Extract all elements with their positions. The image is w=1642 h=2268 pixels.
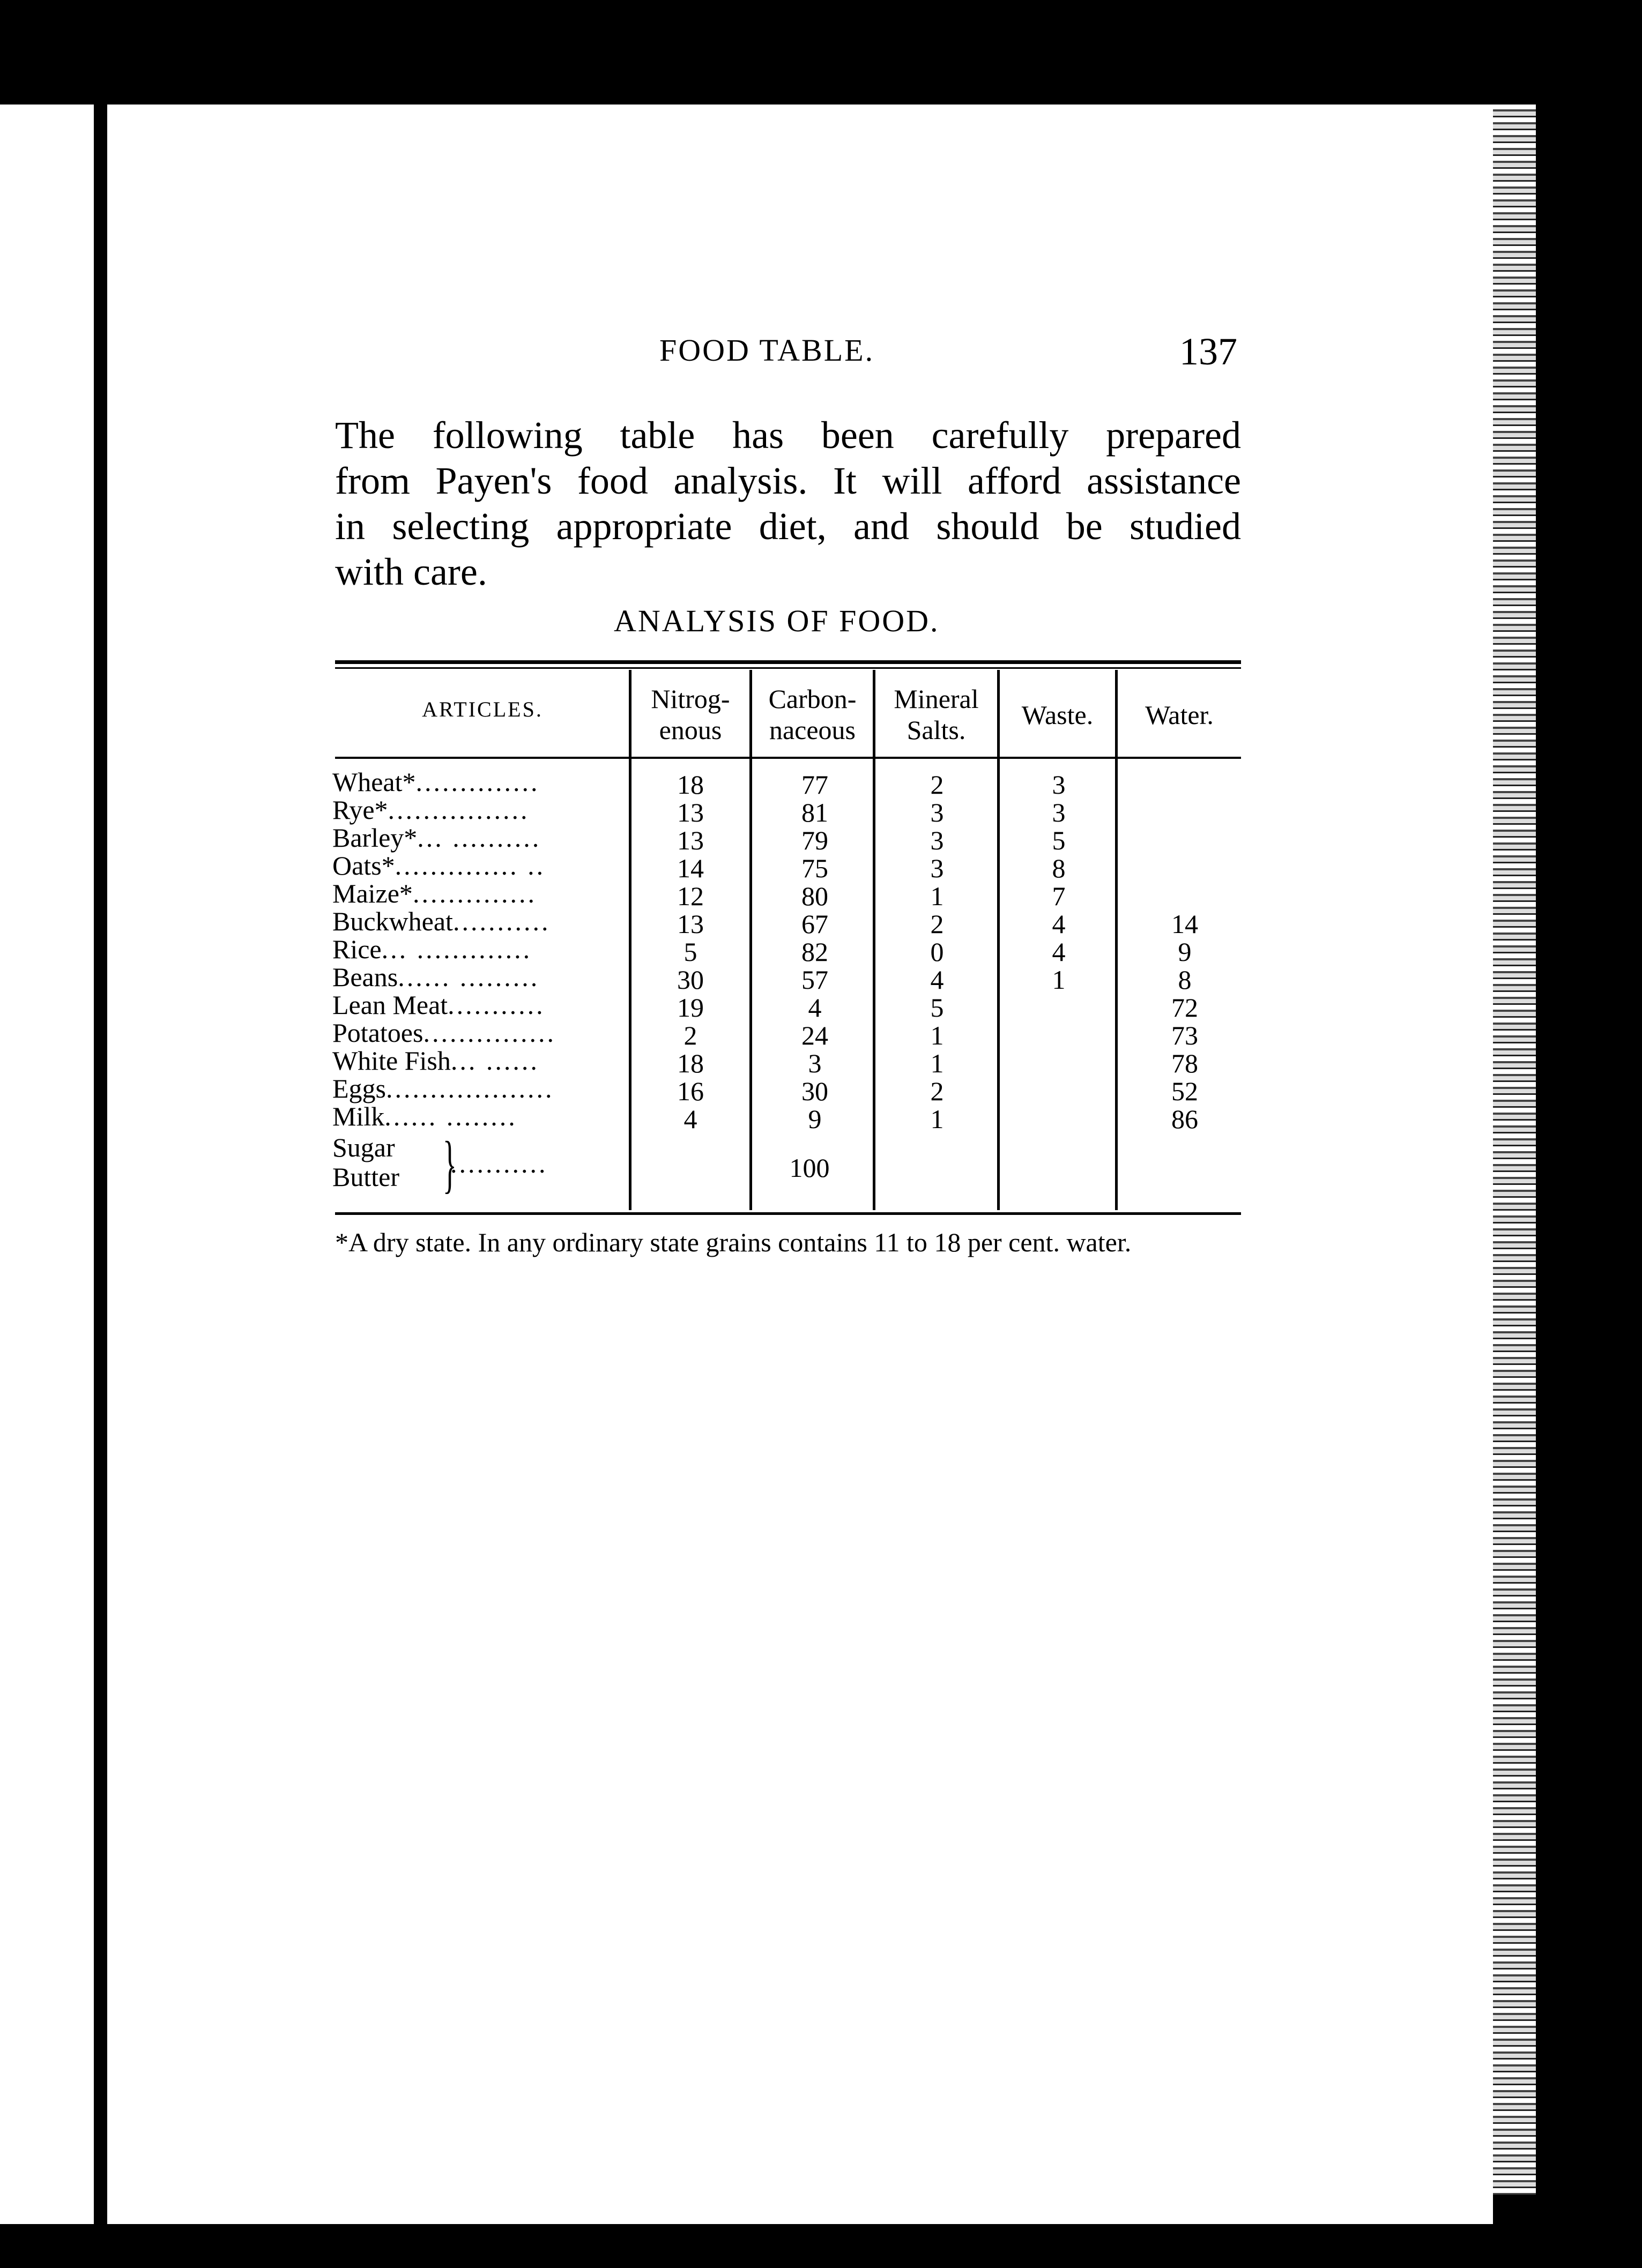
grouped-article: Butter	[332, 1162, 399, 1192]
grouped-carbonaceous: 100	[789, 1153, 830, 1183]
running-title: FOOD TABLE.	[659, 333, 875, 368]
cell-waste: 3	[1052, 797, 1066, 827]
leader-dots: ... .............	[381, 934, 532, 964]
header-nitrogenous	[631, 683, 749, 745]
intro-line: with care.	[335, 550, 487, 593]
column-divider	[749, 670, 752, 1210]
table-row-label	[332, 1017, 556, 1048]
table-title: ANALYSIS OF FOOD.	[614, 603, 940, 638]
cell-carbonaceous: 3	[808, 1048, 822, 1078]
cell-nitrogenous: 14	[677, 853, 704, 883]
leader-dots: ..............	[415, 767, 540, 797]
article-name: Eggs	[332, 1073, 386, 1103]
cell-waste: 5	[1052, 825, 1066, 855]
cell-water: 8	[1178, 965, 1192, 995]
cell-mineral: 2	[930, 1076, 944, 1106]
cell-mineral: 2	[930, 909, 944, 939]
cell-carbonaceous: 9	[808, 1104, 822, 1134]
leader-dots: ...........	[448, 990, 545, 1020]
table-row-label	[332, 878, 537, 909]
article-name: Rice	[332, 934, 382, 964]
cell-waste: 7	[1052, 881, 1066, 911]
intro-line: The following table has been carefully prepared	[335, 414, 1241, 457]
cell-waste: 1	[1052, 965, 1066, 995]
intro-line: in selecting appropriate diet, and should be studied	[335, 505, 1241, 548]
table-top-rule-thin	[335, 667, 1241, 669]
table-row-label	[332, 794, 530, 825]
cell-mineral: 1	[930, 1048, 944, 1078]
article-name: Oats*	[332, 850, 395, 881]
cell-nitrogenous: 18	[677, 1048, 704, 1078]
grouped-leaders: ...........	[450, 1148, 548, 1178]
cell-nitrogenous: 12	[677, 881, 704, 911]
column-divider	[629, 670, 631, 1210]
leader-dots: ...............	[423, 1018, 556, 1048]
cell-carbonaceous: 75	[801, 853, 828, 883]
cell-mineral: 0	[930, 937, 944, 967]
cell-mineral: 2	[930, 770, 944, 800]
header-line: Carbon-	[768, 684, 857, 714]
cell-carbonaceous: 77	[801, 770, 828, 800]
cell-mineral: 3	[930, 825, 944, 855]
leader-dots: ..............	[412, 878, 537, 908]
cell-water: 72	[1171, 993, 1198, 1023]
table-row-label	[332, 1073, 554, 1104]
leader-dots: ................	[388, 795, 530, 825]
cell-carbonaceous: 82	[801, 937, 828, 967]
cell-water: 73	[1171, 1020, 1198, 1050]
intro-line: from Payen's food analysis. It will afford assistance	[335, 459, 1241, 502]
leader-dots: ...... ........	[384, 1101, 517, 1131]
table-row-label	[332, 766, 539, 797]
header-line: Nitrog-	[651, 684, 730, 714]
article-name: White Fish	[332, 1046, 451, 1076]
table-top-rule	[335, 660, 1241, 664]
cell-carbonaceous: 57	[801, 965, 828, 995]
leader-dots: ...........	[452, 906, 551, 936]
article-name: Wheat*	[332, 767, 416, 797]
cell-nitrogenous: 4	[683, 1104, 697, 1134]
article-name: Beans	[332, 962, 398, 992]
cell-nitrogenous: 19	[677, 993, 704, 1023]
table-row-label	[332, 906, 550, 937]
header-carbonaceous	[752, 683, 873, 745]
cell-waste: 8	[1052, 853, 1066, 883]
header-line: Mineral	[894, 684, 979, 714]
leader-dots: ... ..........	[417, 823, 541, 853]
header-waste: Waste.	[1021, 700, 1094, 730]
table-row-label	[332, 961, 539, 993]
cell-nitrogenous: 13	[677, 825, 704, 855]
cell-carbonaceous: 79	[801, 825, 828, 855]
table-row-label	[332, 989, 545, 1020]
header-rule	[335, 757, 1241, 759]
cell-waste: 4	[1052, 937, 1066, 967]
leader-dots: ...................	[386, 1073, 554, 1103]
article-name: Lean Meat	[332, 990, 448, 1020]
cell-mineral: 1	[930, 881, 944, 911]
header-line: Salts.	[907, 715, 966, 745]
footnote: *A dry state. In any ordinary state grains contains 11 to 18 per cent. water.	[335, 1227, 1132, 1257]
article-name: Maize*	[332, 878, 413, 908]
leader-dots: ...... .........	[398, 962, 540, 992]
page-edge-texture	[1493, 105, 1536, 2195]
grouped-article: Sugar	[332, 1132, 395, 1162]
cell-nitrogenous: 18	[677, 770, 704, 800]
cell-carbonaceous: 80	[801, 881, 828, 911]
cell-nitrogenous: 13	[677, 909, 704, 939]
cell-water: 86	[1171, 1104, 1198, 1134]
cell-carbonaceous: 24	[801, 1020, 828, 1050]
article-name: Potatoes	[332, 1018, 423, 1048]
header-line: enous	[659, 715, 722, 745]
table-row-label	[332, 934, 532, 965]
leader-dots: .............. ..	[395, 850, 546, 881]
cell-carbonaceous: 30	[801, 1076, 828, 1106]
cell-nitrogenous: 13	[677, 797, 704, 827]
column-divider	[1115, 670, 1118, 1210]
cell-water: 9	[1178, 937, 1192, 967]
intro-paragraph	[335, 413, 1241, 595]
header-line: naceous	[769, 715, 856, 745]
leader-dots: ... ......	[450, 1046, 539, 1076]
article-name: Barley*	[332, 823, 418, 853]
cell-waste: 3	[1052, 770, 1066, 800]
table-bottom-rule	[335, 1212, 1241, 1215]
column-divider	[997, 670, 1000, 1210]
cell-waste: 4	[1052, 909, 1066, 939]
cell-water: 78	[1171, 1048, 1198, 1078]
cell-nitrogenous: 2	[683, 1020, 697, 1050]
page-number: 137	[1179, 330, 1237, 373]
left-margin-strip	[0, 105, 107, 2224]
cell-nitrogenous: 5	[683, 937, 697, 967]
cell-nitrogenous: 16	[677, 1076, 704, 1106]
cell-carbonaceous: 81	[801, 797, 828, 827]
cell-water: 52	[1171, 1076, 1198, 1106]
article-name: Buckwheat	[332, 906, 453, 936]
table-row-label	[332, 850, 545, 881]
cell-mineral: 3	[930, 797, 944, 827]
cell-carbonaceous: 4	[808, 993, 822, 1023]
cell-mineral: 1	[930, 1104, 944, 1134]
cell-mineral: 5	[930, 993, 944, 1023]
table-row-label	[332, 822, 541, 853]
article-name: Rye*	[332, 795, 388, 825]
column-divider	[873, 670, 875, 1210]
cell-mineral: 4	[930, 965, 944, 995]
article-name: Milk	[332, 1101, 385, 1131]
header-mineral-salts	[875, 683, 997, 745]
header-water: Water.	[1145, 700, 1214, 730]
cell-mineral: 1	[930, 1020, 944, 1050]
table-row-label	[332, 1045, 539, 1076]
cell-mineral: 3	[930, 853, 944, 883]
table-row-label	[332, 1101, 517, 1132]
brace-icon: }	[442, 1128, 457, 1199]
cell-nitrogenous: 30	[677, 965, 704, 995]
cell-water: 14	[1171, 909, 1198, 939]
header-articles: ARTICLES.	[422, 697, 543, 721]
cell-carbonaceous: 67	[801, 909, 828, 939]
